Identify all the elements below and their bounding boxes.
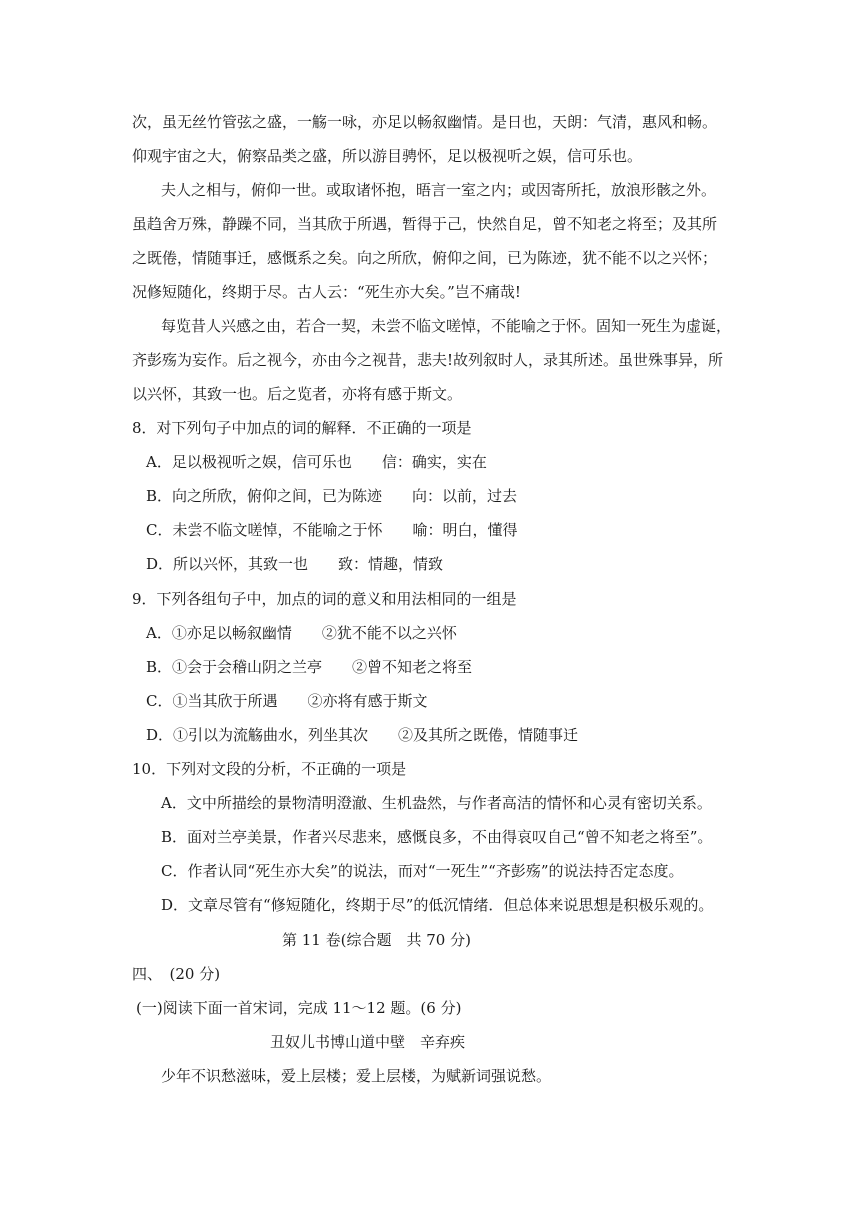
option-sentence: B．向之所欣，俯仰之间，已为陈迹 xyxy=(146,487,383,505)
option-sentence: A．足以极视听之娱，信可乐也 xyxy=(146,453,352,471)
question-9-option-a xyxy=(146,623,457,643)
question-8-option-a xyxy=(146,452,487,472)
question-8-option-c xyxy=(146,520,518,540)
question-10-option-c: C．作者认同“死生亦大矣”的说法，而对“一死生”“齐彭殇”的说法持否定态度。 xyxy=(161,862,684,880)
question-9-option-d xyxy=(146,725,578,745)
passage-line-7: 每览昔人兴感之由，若合一契，未尝不临文嗟悼，不能喻之于怀。固知一死生为虚诞， xyxy=(161,317,732,335)
question-9-option-b xyxy=(146,657,472,677)
question-10-stem: 10．下列对文段的分析，不正确的一项是 xyxy=(132,760,407,778)
question-9-option-c xyxy=(146,691,428,711)
option-gloss: 向：以前，过去 xyxy=(412,487,518,505)
option-part-1: B．①会于会稽山阴之兰亭 xyxy=(146,658,323,676)
option-part-2: ②及其所之既倦，情随事迁 xyxy=(398,726,579,744)
passage-line-6: 况修短随化，终期于尽。古人云：“死生亦大矣。”岂不痛哉! xyxy=(132,283,521,301)
option-gloss: 致：情趣，情致 xyxy=(338,555,444,573)
option-part-1: D．①引以为流觞曲水，列坐其次 xyxy=(146,726,369,744)
question-10-option-a: A．文中所描绘的景物清明澄澈、生机盎然，与作者高洁的情怀和心灵有密切关系。 xyxy=(161,794,712,812)
passage-line-1: 次，虽无丝竹管弦之盛，一觞一咏，亦足以畅叙幽情。是日也，天朗：气清，惠风和畅。 xyxy=(132,113,718,131)
passage-line-9: 以兴怀，其致一也。后之览者，亦将有感于斯文。 xyxy=(132,385,463,403)
passage-line-4: 虽趋舍万殊，静躁不同，当其欣于所遇，暂得于己，快然自足，曾不知老之将至；及其所 xyxy=(132,215,718,233)
question-8-option-b xyxy=(146,486,517,506)
option-gloss: 喻：明白，懂得 xyxy=(412,521,518,539)
part-heading: 四、 (20 分) xyxy=(132,965,221,983)
option-part-1: A．①亦足以畅叙幽情 xyxy=(146,624,292,642)
option-part-2: ②犹不能不以之兴怀 xyxy=(321,624,457,642)
passage-line-5: 之既倦，情随事迁，感慨系之矣。向之所欣，俯仰之间，已为陈迹，犹不能不以之兴怀； xyxy=(132,249,718,267)
question-8-option-d xyxy=(146,554,443,574)
question-9-stem: 9．下列各组句子中，加点的词的意义和用法相同的一组是 xyxy=(132,590,517,608)
question-10-option-b: B．面对兰亭美景，作者兴尽悲来，感慨良多，不由得哀叹自己“曾不知老之将至”。 xyxy=(161,828,713,846)
option-part-1: C．①当其欣于所遇 xyxy=(146,692,278,710)
option-sentence: D．所以兴怀，其致一也 xyxy=(146,555,309,573)
subsection-heading: (一)阅读下面一首宋词，完成 11～12 题。(6 分) xyxy=(136,999,462,1017)
passage-line-2: 仰观宇宙之大，俯察品类之盛，所以游目骋怀，足以极视听之娱，信可乐也。 xyxy=(132,147,643,165)
passage-line-3: 夫人之相与，俯仰一世。或取诸怀抱，晤言一室之内；或因寄所托，放浪形骸之外。 xyxy=(161,181,717,199)
option-part-2: ②曾不知老之将至 xyxy=(352,658,473,676)
option-sentence: C．未尝不临文嗟悼，不能喻之于怀 xyxy=(146,521,383,539)
poem-title: 丑奴儿书博山道中壁 辛弃疾 xyxy=(270,1033,466,1051)
question-8-stem: 8．对下列句子中加点的词的解释．不正确的一项是 xyxy=(132,419,472,437)
option-gloss: 信：确实，实在 xyxy=(381,453,487,471)
poem-line: 少年不识愁滋味，爱上层楼；爱上层楼，为赋新词强说愁。 xyxy=(161,1067,552,1085)
section-title: 第 11 卷(综合题 共 70 分) xyxy=(282,931,471,949)
passage-line-8: 齐彭殇为妄作。后之视今，亦由今之视昔，悲夫!故列叙时人，录其所述。虽世殊事异，所 xyxy=(132,351,724,369)
question-10-option-d: D．文章尽管有“修短随化，终期于尽”的低沉情绪．但总体来说思想是积极乐观的。 xyxy=(161,896,714,914)
option-part-2: ②亦将有感于斯文 xyxy=(307,692,428,710)
